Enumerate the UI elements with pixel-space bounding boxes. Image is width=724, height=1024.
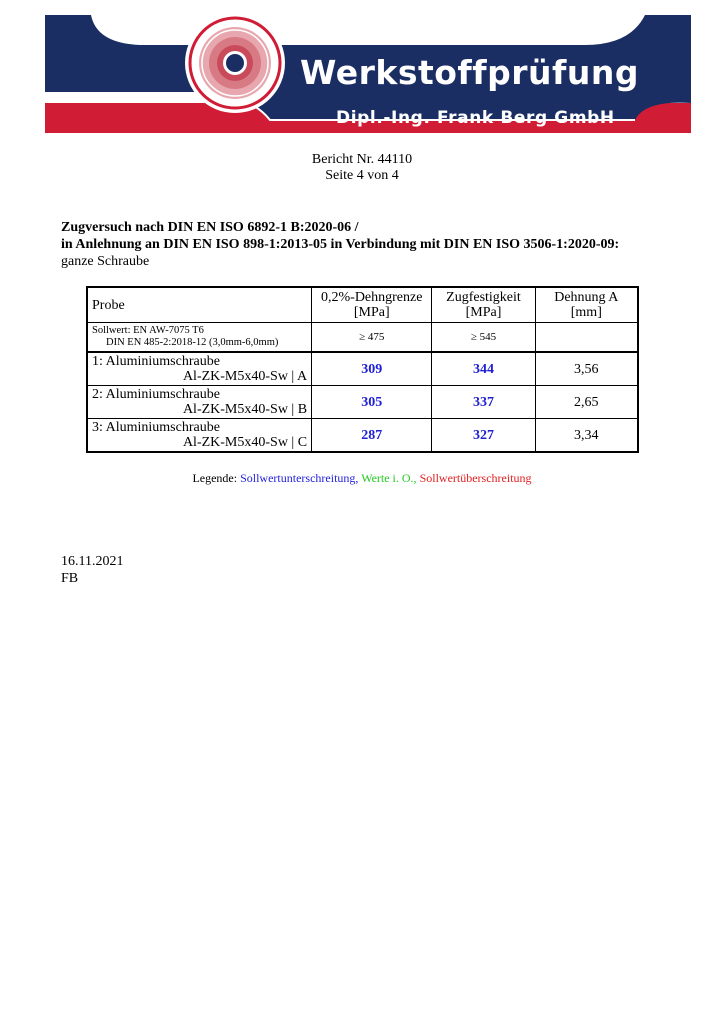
spec-description: [87, 323, 312, 353]
company-banner: [45, 15, 691, 133]
company-subtitle: Dipl.-Ing. Frank Berg GmbH: [336, 108, 615, 128]
sample-elongation: 3,56: [535, 352, 638, 386]
header-elongation-unit: [mm]: [570, 305, 602, 320]
heading-line-3: ganze Schraube: [61, 254, 150, 269]
sample-yield: 305: [312, 386, 432, 419]
sample-name: [87, 386, 312, 419]
sample-name-line-1: 1: Aluminiumschraube: [92, 354, 220, 369]
report-date: 16.11.2021: [61, 554, 124, 569]
spec-line-1: Sollwert: EN AW-7075 T6: [92, 325, 204, 336]
table-row: [87, 419, 638, 453]
sample-name-line-2: Al-ZK-M5x40-Sw | C: [182, 435, 308, 450]
header-yield-label: 0,2%-Dehngrenze: [321, 290, 423, 305]
header-tensile: [432, 287, 535, 323]
spec-elongation: [535, 323, 638, 353]
table-header-row: [87, 287, 638, 323]
sample-name-line-2: Al-ZK-M5x40-Sw | A: [182, 369, 308, 384]
legend-prefix: Legende:: [192, 471, 238, 485]
header-tensile-unit: [MPa]: [465, 305, 502, 320]
sample-elongation: 3,34: [535, 419, 638, 453]
sample-elongation: 2,65: [535, 386, 638, 419]
sample-tensile: 327: [432, 419, 535, 453]
report-number: Bericht Nr. 44110: [311, 152, 413, 167]
author-initials: FB: [61, 571, 79, 586]
legend-below-spec: Sollwertunterschreitung,: [240, 471, 359, 485]
heading-line-2: in Anlehnung an DIN EN ISO 898-1:2013-05 in Verbindung mit DIN EN ISO 3506-1:2020-09:: [61, 237, 620, 252]
sample-name-line-1: 3: Aluminiumschraube: [92, 420, 220, 435]
table-row: [87, 352, 638, 386]
header-yield: [312, 287, 432, 323]
footer: [61, 553, 123, 587]
header-yield-unit: [MPa]: [353, 305, 390, 320]
table-row: [87, 386, 638, 419]
sample-name: [87, 419, 312, 453]
sample-name-line-1: 2: Aluminiumschraube: [92, 387, 220, 402]
sample-name-line-2: Al-ZK-M5x40-Sw | B: [182, 402, 308, 417]
sample-yield: 287: [312, 419, 432, 453]
spec-row: [87, 323, 638, 353]
report-info: [0, 152, 724, 184]
header-elongation: [535, 287, 638, 323]
test-heading: [61, 219, 701, 270]
spec-tensile: ≥ 545: [432, 323, 535, 353]
sample-tensile: 344: [432, 352, 535, 386]
heading-line-1: Zugversuch nach DIN EN ISO 6892-1 B:2020-06 /: [61, 220, 359, 235]
sample-yield: 309: [312, 352, 432, 386]
page-number: Seite 4 von 4: [325, 168, 399, 183]
sample-tensile: 337: [432, 386, 535, 419]
header-tensile-label: Zugfestigkeit: [446, 290, 521, 305]
results-table: [86, 286, 639, 453]
sample-name: [87, 352, 312, 386]
company-name: Werkstoffprüfung: [300, 53, 639, 92]
legend-ok: Werte i. O.,: [361, 471, 417, 485]
header-elongation-label: Dehnung A: [554, 290, 619, 305]
legend: [0, 471, 724, 486]
header-probe: Probe: [87, 287, 312, 323]
spec-line-2: DIN EN 485-2:2018-12 (3,0mm-6,0mm): [106, 337, 279, 348]
spec-yield: ≥ 475: [312, 323, 432, 353]
logo-center-dot: [226, 54, 244, 72]
legend-above-spec: Sollwertüberschreitung: [419, 471, 532, 485]
